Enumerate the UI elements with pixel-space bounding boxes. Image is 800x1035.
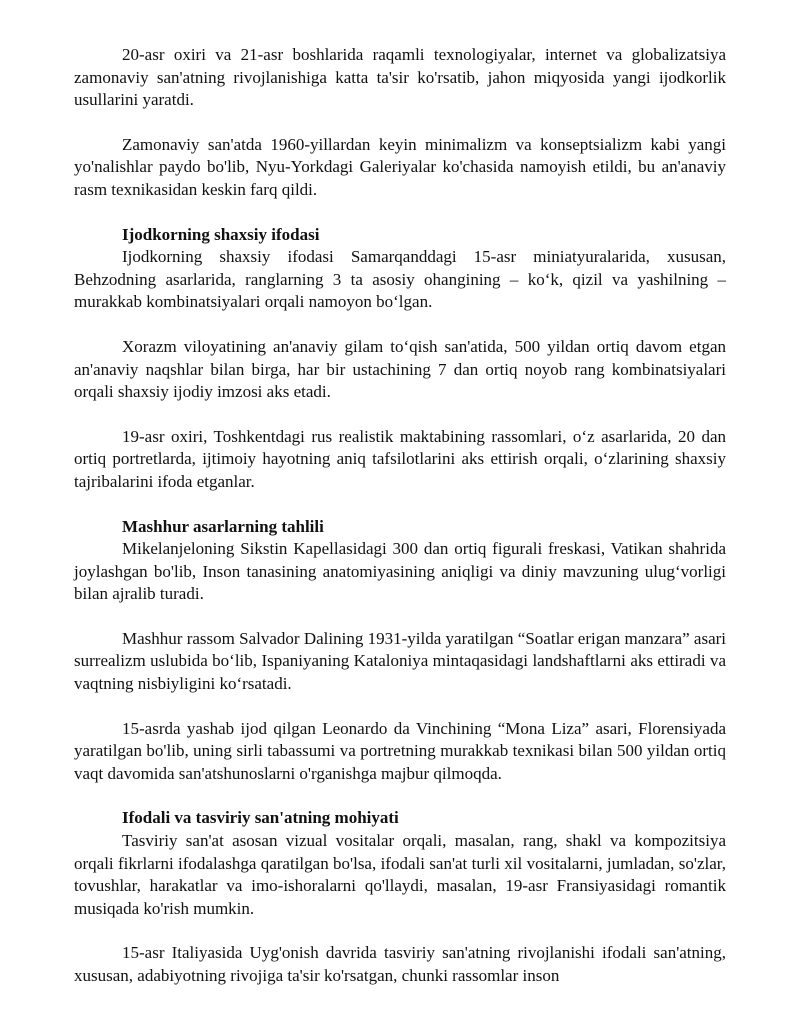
paragraph-digital-tech: 20-asr oxiri va 21-asr boshlarida raqamli texnologiyalar, internet va globalizatsiya zamonaviy san'atning rivojlanishiga katta ta'sir ko'rsatib, jahon miqyosida yangi ijodkorlik usullarini yaratdi.	[74, 45, 726, 110]
section-heading-famous-works: Mashhur asarlarning tahlili	[122, 516, 324, 536]
paragraph-tashkent-realists: 19-asr oxiri, Toshkentdagi rus realistik maktabining rassomlari, o‘z asarlarida, 20 dan ortiq portretlarda, ijtimoiy hayotning aniq tafsilotlarini aks ettirish orqali, o‘zlarining shaxsiy tajribalarini ifoda etganlar.	[74, 426, 726, 491]
document-page	[74, 44, 726, 988]
paragraph-dali-clocks: Mashhur rassom Salvador Dalining 1931-yilda yaratilgan “Soatlar erigan manzara” asari surrealizm uslubida bo‘lib, Ispaniyaning Kataloniya mintaqasidagi landshaftlarni aks ettiradi va vaqtning nisbiyligini ko‘rsatadi.	[74, 628, 726, 694]
paragraph-mona-lisa: 15-asrda yashab ijod qilgan Leonardo da Vinchining “Mona Liza” asari, Florensiyada yaratilgan bo'lib, uning sirli tabassumi va portretning murakkab texnikasi bilan 500 yildan ortiq vaqt davomida san'atshunoslarni o'rganishga majbur qilmoqda.	[74, 718, 726, 783]
paragraph-sistine-chapel: Mikelanjeloning Sikstin Kapellasidagi 300 dan ortiq figurali freskasi, Vatikan shahrida joylashgan bo'lib, Inson tanasining anatomiyasining aniqligi va diniy mavzuning ulug‘vorligi bilan ajralib turadi.	[74, 539, 726, 604]
paragraph-samarkand-miniatures: Ijodkorning shaxsiy ifodasi Samarqanddagi 15-asr miniatyuralarida, xususan, Behzodning asarlarida, ranglarning 3 ta asosiy ohangining – ko‘k, qizil va yashilning – murakkab kombinatsiyalari orqali namoyon bo‘lgan.	[74, 247, 726, 312]
section-heading-expressive-visual-art: Ifodali va tasviriy san'atning mohiyati	[122, 808, 399, 828]
paragraph-renaissance-italy: 15-asr Italiyasida Uyg'onish davrida tasviriy san'atning rivojlanishi ifodali san'atning, xususan, adabiyotning rivojiga ta'sir ko'rsatgan, chunki rassomlar inson	[74, 943, 726, 985]
section-heading-personal-expression: Ijodkorning shaxsiy ifodasi	[122, 224, 320, 244]
paragraph-modern-art: Zamonaviy san'atda 1960-yillardan keyin minimalizm va konseptsializm kabi yangi yo'nalishlar paydo bo'lib, Nyu-Yorkdagi Galeriyalar ko'chasida namoyish etildi, bu an'anaviy rasm texnikasidan keskin farq qildi.	[74, 134, 726, 199]
paragraph-khorezm-carpets: Xorazm viloyatining an'anaviy gilam to‘qish san'atida, 500 yildan ortiq davom etgan an'anaviy naqshlar bilan birga, har bir ustachining 7 dan ortiq noyob rang kombinatsiyalari orqali shaxsiy ijodiy imzosi aks etadi.	[74, 336, 726, 402]
paragraph-visual-vs-expressive: Tasviriy san'at asosan vizual vositalar orqali, masalan, rang, shakl va kompozitsiya orqali fikrlarni ifodalashga qaratilgan bo'lsa, ifodali san'at turli xil vositalarni, jumladan, so'zlar, tovushlar, harakatlar va imo-ishoralarni qo'llaydi, masalan, 19-asr Fransiyasidagi romantik musiqada ko'rish mumkin.	[74, 831, 726, 918]
